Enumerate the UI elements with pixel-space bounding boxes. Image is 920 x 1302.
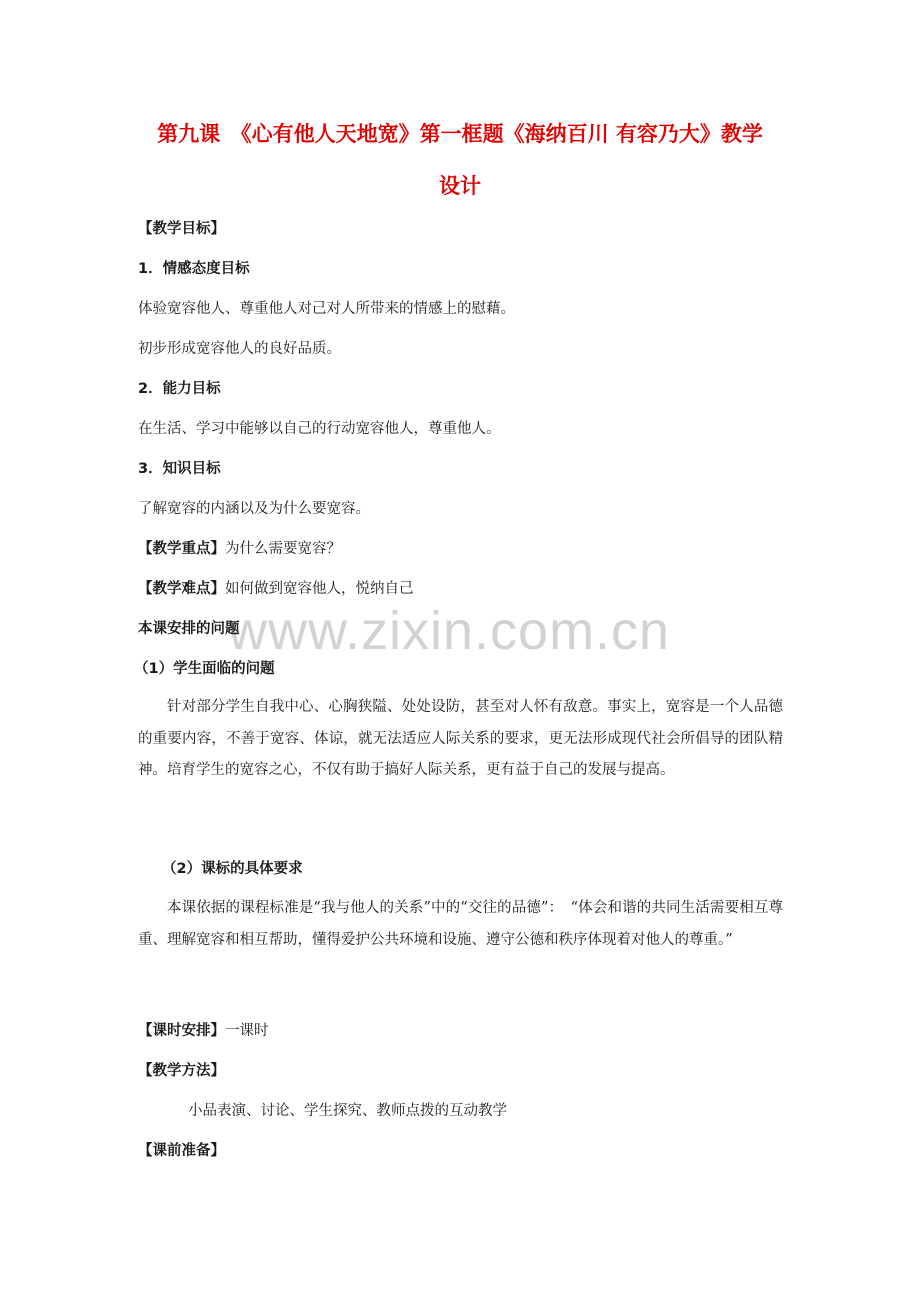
curriculum-paragraph: 本课依据的课程标准是“我与他人的关系”中的“交往的品德”： “体会和谐的共同生活需要相互尊重、理解宽容和相互帮助，懂得爱护公共环境和设施、遵守公德和秩序体现着对他人的尊重。” <box>138 900 783 948</box>
key-point-text: 为什么需要宽容？ <box>225 541 341 557</box>
document-title-line2: 设计 <box>439 174 481 198</box>
key-point-row <box>138 538 341 560</box>
methods-heading: 【教学方法】 <box>138 1063 225 1079</box>
curriculum-heading: （2）课标的具体要求 <box>162 861 303 877</box>
watermark: www.zixin.com.cn <box>228 601 671 661</box>
difficulty-label: 【教学难点】 <box>138 581 225 597</box>
student-problem-paragraph: 针对部分学生自我中心、心胸狭隘、处处设防，甚至对人怀有敌意。事实上，宽容是一个人品德的重要内容，不善于宽容、体谅，就无法适应人际关系的要求，更无法形成现代社会所倡导的团队精神。培育学生的宽容之心，不仅有助于搞好人际关系，更有益于自己的发展与提高。 <box>138 699 783 778</box>
schedule-row <box>138 1020 269 1042</box>
knowledge-goal-1: 了解宽容的内涵以及为什么要宽容。 <box>138 501 370 517</box>
arrangement-heading: 本课安排的问题 <box>138 621 240 637</box>
ability-goal-1: 在生活、学习中能够以自己的行动宽容他人，尊重他人。 <box>138 421 501 437</box>
ability-heading: 2．能力目标 <box>138 381 221 397</box>
key-point-label: 【教学重点】 <box>138 541 225 557</box>
emotion-goal-2: 初步形成宽容他人的良好品质。 <box>138 341 341 357</box>
document-title-line1: 第九课 《心有他人天地宽》第一框题《海纳百川 有容乃大》教学 <box>157 122 763 146</box>
difficulty-row <box>138 578 414 600</box>
knowledge-heading: 3．知识目标 <box>138 461 221 477</box>
objectives-heading: 【教学目标】 <box>138 221 225 237</box>
preparation-heading: 【课前准备】 <box>138 1143 225 1159</box>
difficulty-text: 如何做到宽容他人，悦纳自己 <box>225 581 414 597</box>
methods-text: 小品表演、讨论、学生探究、教师点拨的互动教学 <box>188 1103 507 1119</box>
emotion-goal-1: 体验宽容他人、尊重他人对己对人所带来的情感上的慰藉。 <box>138 301 515 317</box>
schedule-label: 【课时安排】 <box>138 1023 225 1039</box>
emotion-heading: 1．情感态度目标 <box>138 261 250 277</box>
schedule-text: 一课时 <box>225 1023 269 1039</box>
student-problem-heading: （1）学生面临的问题 <box>134 661 275 677</box>
